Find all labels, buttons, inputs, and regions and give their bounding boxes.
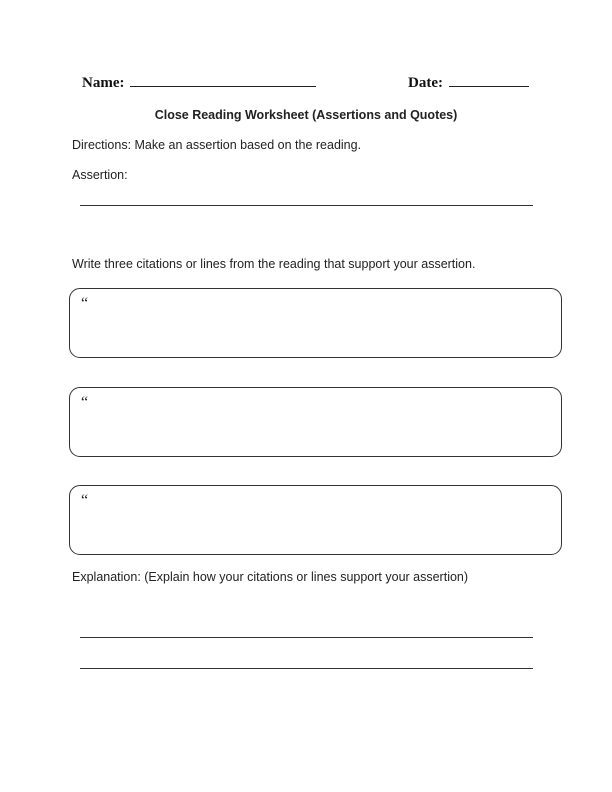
worksheet-title: Close Reading Worksheet (Assertions and Quotes) <box>154 108 458 122</box>
quote-mark-2: “ <box>81 394 89 411</box>
quote-mark-3: “ <box>81 492 89 509</box>
name-input-line[interactable] <box>130 72 316 87</box>
date-label: Date: <box>408 75 443 91</box>
explanation-answer-line-1[interactable] <box>80 637 533 638</box>
citation-box-1[interactable] <box>69 288 562 358</box>
assertion-label: Assertion: <box>72 168 128 182</box>
date-field-group <box>408 72 529 92</box>
citation-box-2[interactable] <box>69 387 562 457</box>
explanation-label: Explanation: (Explain how your citations or lines support your assertion) <box>72 570 469 584</box>
directions-text: Directions: Make an assertion based on the reading. <box>72 138 362 152</box>
citations-prompt: Write three citations or lines from the reading that support your assertion. <box>72 257 476 271</box>
quote-mark-1: “ <box>81 295 89 312</box>
explanation-answer-line-2[interactable] <box>80 668 533 669</box>
citation-box-3[interactable] <box>69 485 562 555</box>
name-field-group <box>82 72 316 92</box>
name-label: Name: <box>82 75 125 91</box>
assertion-answer-line[interactable] <box>80 205 533 206</box>
date-input-line[interactable] <box>449 72 529 87</box>
